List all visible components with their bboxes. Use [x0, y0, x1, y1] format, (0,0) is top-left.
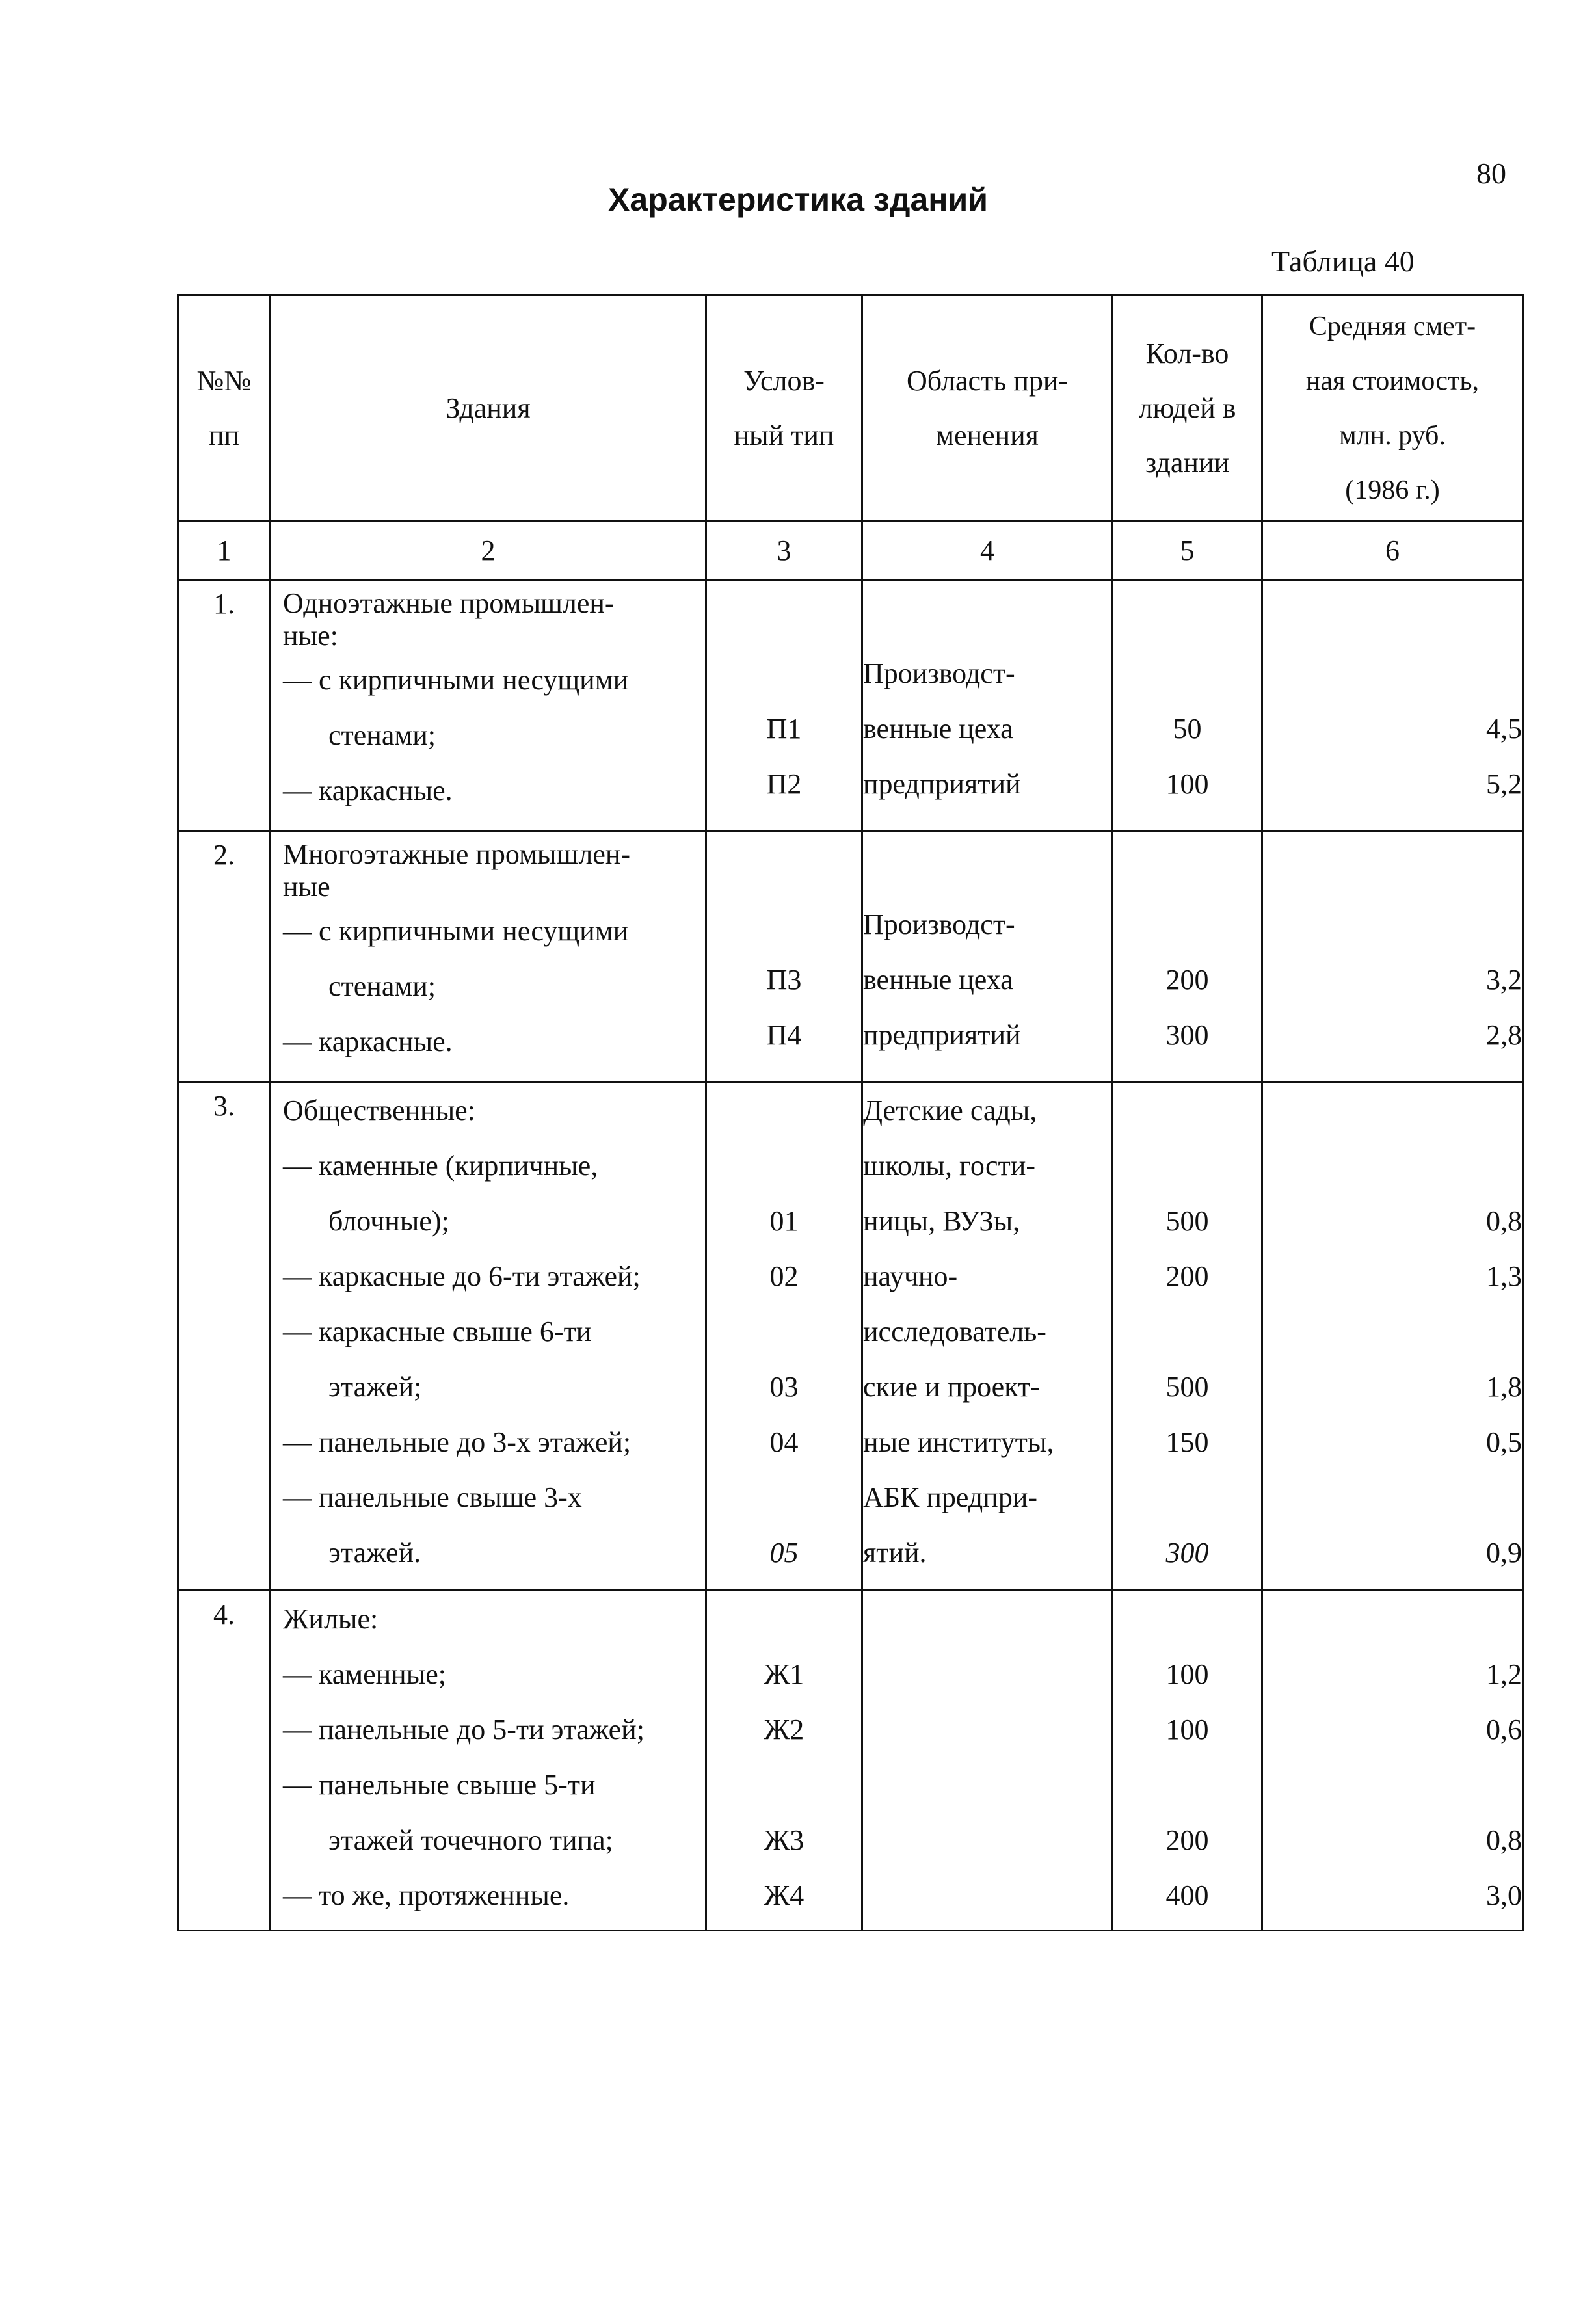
- row-number: 2.: [178, 831, 271, 1082]
- header-row: [178, 295, 1523, 522]
- header-number: №№ пп: [178, 295, 271, 522]
- column-number-row: [178, 522, 1523, 580]
- header-people: Кол-во людей в здании: [1113, 295, 1262, 522]
- building-type: П3 П4: [706, 831, 862, 1082]
- column-number: 1: [178, 522, 271, 580]
- estimated-cost: 4,5 5,2: [1262, 580, 1523, 831]
- table-label: Таблица 40: [1271, 245, 1415, 278]
- table-row: [178, 1591, 1523, 1931]
- header-buildings: Здания: [271, 295, 706, 522]
- table-row: [178, 580, 1523, 831]
- people-count: 500 200 500 150 300: [1113, 1082, 1262, 1591]
- application-area: Производст- венные цеха предприятий: [862, 831, 1113, 1082]
- page-number: 80: [1476, 157, 1506, 190]
- people-count: 50 100: [1113, 580, 1262, 831]
- application-area: Производст- венные цеха предприятий: [862, 580, 1113, 831]
- application-area: Детские сады, школы, гости- ницы, ВУЗы, научно- исследователь- ские и проект- ные институты, АБК предпри- ятий.: [862, 1082, 1113, 1591]
- column-number: 3: [706, 522, 862, 580]
- estimated-cost: 1,2 0,6 0,8 3,0: [1262, 1591, 1523, 1931]
- application-area: [862, 1591, 1113, 1931]
- people-count: 100 100 200 400: [1113, 1591, 1262, 1931]
- row-number: 1.: [178, 580, 271, 831]
- page-title: Характеристика зданий: [608, 181, 988, 218]
- estimated-cost: 0,8 1,3 1,8 0,5 0,9: [1262, 1082, 1523, 1591]
- buildings-table: [177, 294, 1524, 1931]
- row-number: 3.: [178, 1082, 271, 1591]
- building-type: Ж1 Ж2 Ж3 Ж4: [706, 1591, 862, 1931]
- building-type: 01 02 03 04 05: [706, 1082, 862, 1591]
- building-name: Жилые: — каменные; — панельные до 5-ти этажей; — панельные свыше 5-ти этажей точечного типа; — то же, протяженные.: [271, 1591, 706, 1931]
- people-count: 200 300: [1113, 831, 1262, 1082]
- header-type: Услов- ный тип: [706, 295, 862, 522]
- column-number: 4: [862, 522, 1113, 580]
- table-row: [178, 831, 1523, 1082]
- table-row: [178, 1082, 1523, 1591]
- building-name: Многоэтажные промышлен- ные — с кирпичными несущими стенами; — каркасные.: [271, 831, 706, 1082]
- building-name: Одноэтажные промышлен- ные: — с кирпичными несущими стенами; — каркасные.: [271, 580, 706, 831]
- building-type: П1 П2: [706, 580, 862, 831]
- column-number: 2: [271, 522, 706, 580]
- row-number: 4.: [178, 1591, 271, 1931]
- header-area: Область при- менения: [862, 295, 1113, 522]
- column-number: 5: [1113, 522, 1262, 580]
- building-name: Общественные: — каменные (кирпичные, блочные); — каркасные до 6-ти этажей; — каркасные свыше 6-ти этажей; — панельные до 3-х этажей; — панельные свыше 3-х этажей.: [271, 1082, 706, 1591]
- column-number: 6: [1262, 522, 1523, 580]
- estimated-cost: 3,2 2,8: [1262, 831, 1523, 1082]
- header-cost: Средняя смет- ная стоимость, млн. руб. (1986 г.): [1262, 295, 1523, 522]
